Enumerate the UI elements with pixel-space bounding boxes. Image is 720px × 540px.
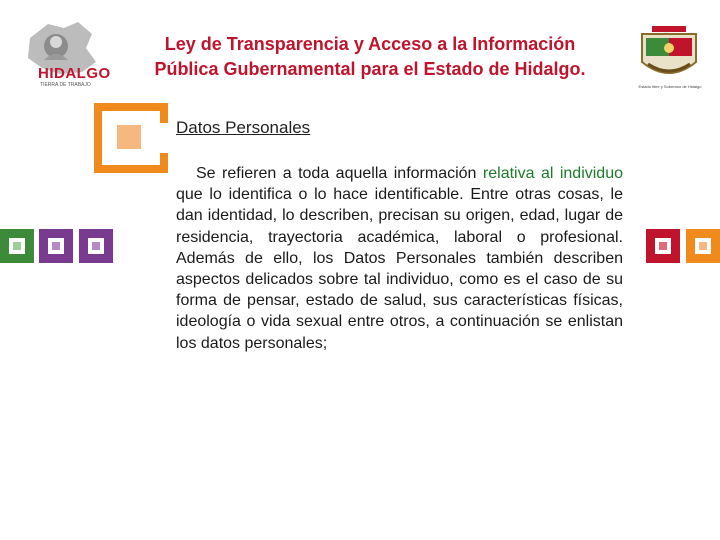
coat-of-arms-logo (632, 24, 706, 96)
coat-of-arms-caption: Estado libre y Soberano de Hidalgo (638, 84, 702, 89)
section-heading: Datos Personales (176, 118, 311, 137)
section-body (176, 163, 623, 354)
title-line-1: Ley de Transparencia y Acceso a la Información (164, 34, 576, 54)
purple-square (39, 229, 73, 263)
title-line-2: Pública Gubernamental para el Estado de Hidalgo. (154, 59, 586, 79)
logo-tagline: TIERRA DE TRABAJO (40, 82, 91, 88)
body-text-highlight: relativa al individuo (482, 165, 624, 182)
red-square (646, 229, 680, 263)
purple-square (79, 229, 113, 263)
body-text-start: Se refieren a toda aquella información (196, 165, 483, 182)
logo-brand-text: HIDALGO (38, 65, 111, 82)
shield-icon (632, 24, 706, 84)
hidalgo-logo (20, 18, 111, 94)
page-title (120, 32, 620, 82)
body-text-end: que lo identifica o lo hace identificable. Entre otras cosas, le dan identidad, lo describen, precisan su origen, edad, lugar de residencia, trayectoria académica, laboral o profesional. Además de ello, los Datos Personales también describen aspectos delicados sobre tal individuo, como es el caso de su forma de pensar, estado de salud, sus características físicas, ideología o vida sexual entre otros, a continuación se enlistan los datos personales; (176, 186, 623, 352)
green-square (0, 229, 34, 263)
orange-bracket-square (94, 103, 168, 173)
orange-square (686, 229, 720, 263)
